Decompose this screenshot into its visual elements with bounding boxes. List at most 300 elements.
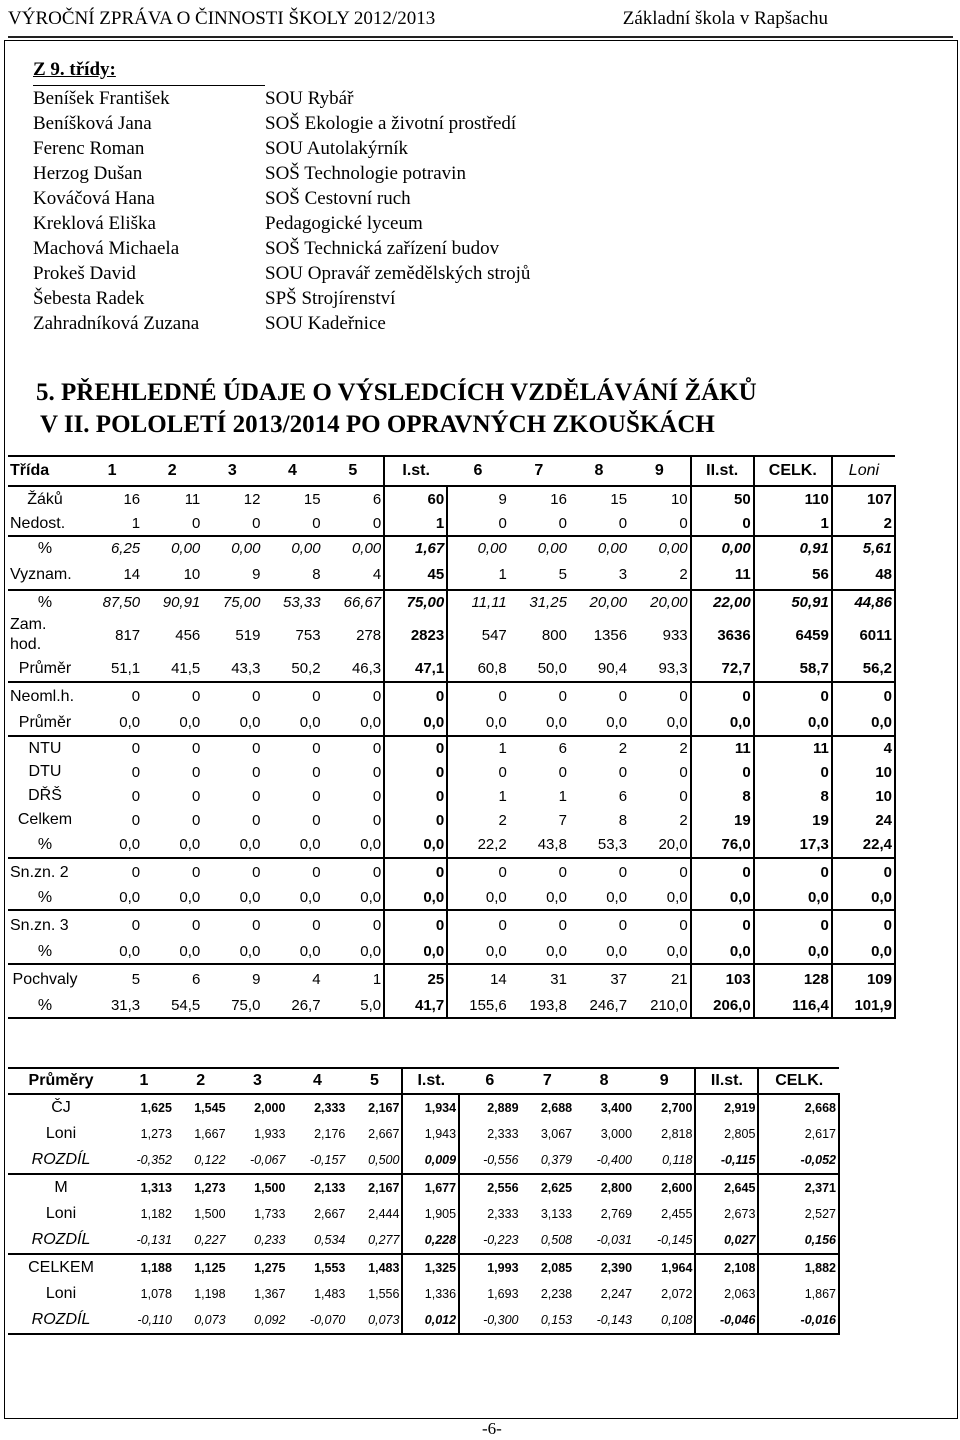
results-cell: 0 xyxy=(252,763,261,781)
results-row xyxy=(8,656,895,682)
student-row xyxy=(33,136,530,161)
results-cell: 0 xyxy=(384,910,447,940)
results-cell: 1 xyxy=(558,787,567,805)
averages-cell: 1,367 xyxy=(254,1287,286,1301)
school-name: Základní škola v Rapšachu xyxy=(622,8,828,29)
averages-cell: 1,125 xyxy=(194,1261,226,1275)
averages-cell: 2,800 xyxy=(600,1181,633,1195)
results-cell: 0,0 xyxy=(262,940,322,964)
results-cell: 10 xyxy=(142,560,202,590)
results-row-label: Sn.zn. 3 xyxy=(10,916,69,934)
averages-row-label: CELKEM xyxy=(28,1259,94,1276)
results-cell: 0,0 xyxy=(509,710,569,736)
results-cell: 0 xyxy=(447,858,509,886)
results-cell: 0 xyxy=(754,910,832,940)
averages-cell: 0,500 xyxy=(347,1147,402,1174)
results-cell: 0 xyxy=(202,512,262,536)
results-row-label: % xyxy=(8,940,82,964)
averages-cell: 1,182 xyxy=(140,1207,172,1221)
averages-cell: 2,072 xyxy=(661,1287,693,1301)
results-cell: 0 xyxy=(832,682,895,710)
section-heading xyxy=(36,377,757,441)
averages-cell: 0,156 xyxy=(758,1227,839,1254)
results-cell: 0 xyxy=(384,858,447,886)
averages-cell: 1,556 xyxy=(368,1287,400,1301)
results-cell: 0,0 xyxy=(447,886,509,910)
averages-cell: 0,277 xyxy=(347,1227,402,1254)
averages-row-label: ROZDÍL xyxy=(8,1307,114,1334)
averages-cell: 2,527 xyxy=(758,1201,839,1227)
averages-cell: 1,188 xyxy=(140,1261,172,1275)
results-row xyxy=(8,886,895,910)
student-name: Beníšková Jana xyxy=(33,113,152,134)
results-cell: 0 xyxy=(384,682,447,710)
averages-header-cell: 5 xyxy=(347,1068,402,1094)
results-cell: 5 xyxy=(131,971,141,988)
results-cell: 4 xyxy=(832,736,895,760)
results-cell: 56,2 xyxy=(832,656,895,682)
results-cell: 0 xyxy=(691,760,754,784)
results-cell: 14 xyxy=(82,560,142,590)
results-cell: 109 xyxy=(832,964,895,994)
results-cell: 11 xyxy=(184,491,201,508)
results-row-label: Celkem xyxy=(17,811,73,828)
results-cell: 75,00 xyxy=(384,590,447,614)
results-cell: 0 xyxy=(384,760,447,784)
results-cell: 101,9 xyxy=(832,994,895,1018)
averages-cell: 1,667 xyxy=(194,1127,226,1141)
results-cell: 45 xyxy=(384,560,447,590)
results-cell: 31 xyxy=(550,971,567,988)
results-cell: 11,11 xyxy=(447,590,509,614)
student-list xyxy=(33,60,530,336)
results-cell: 50,2 xyxy=(262,656,322,682)
averages-cell: 1,882 xyxy=(758,1254,839,1281)
results-cell: 103 xyxy=(691,964,754,994)
section-heading-line-1: 5. PŘEHLEDNÉ ÚDAJE O VÝSLEDCÍCH VZDĚLÁVÁNÍ ŽÁKŮ xyxy=(36,379,757,406)
results-cell: 10 xyxy=(832,784,895,808)
results-cell: 0,0 xyxy=(142,886,202,910)
results-cell: 0,0 xyxy=(262,832,322,858)
results-cell: 0 xyxy=(754,682,832,710)
results-cell: 3 xyxy=(569,560,629,590)
averages-cell: -0,070 xyxy=(287,1307,347,1334)
averages-cell: 2,176 xyxy=(314,1127,346,1141)
results-cell: 75,0 xyxy=(202,994,262,1018)
student-name: Herzog Dušan xyxy=(33,163,143,184)
results-cell: 48 xyxy=(832,560,895,590)
averages-cell: 2,625 xyxy=(540,1181,573,1195)
student-school: SOU Opravář zemědělských strojů xyxy=(265,263,531,284)
results-cell: 0 xyxy=(558,763,567,781)
results-row xyxy=(8,994,895,1018)
results-cell: 1 xyxy=(754,512,832,536)
results-cell: 0 xyxy=(312,740,321,757)
averages-cell: 3,133 xyxy=(540,1207,573,1221)
results-cell: 14 xyxy=(447,964,509,994)
results-cell: 0,0 xyxy=(202,886,262,910)
averages-cell: 0,233 xyxy=(228,1227,288,1254)
averages-header-cell: 6 xyxy=(459,1068,520,1094)
averages-row-label: ROZDÍL xyxy=(8,1227,114,1254)
results-cell: 0,0 xyxy=(262,886,322,910)
averages-cell: 2,333 xyxy=(459,1121,520,1147)
results-row xyxy=(8,614,895,656)
student-rows xyxy=(33,86,530,336)
averages-cell: -0,052 xyxy=(758,1147,839,1174)
results-row-label: DŘŠ xyxy=(28,787,62,804)
student-school: SPŠ Strojírenství xyxy=(265,288,396,309)
results-cell: 0,0 xyxy=(323,832,385,858)
results-cell: 0 xyxy=(142,512,202,536)
results-cell: 0 xyxy=(131,787,141,805)
results-cell: 17,3 xyxy=(754,832,832,858)
averages-header-cell: 8 xyxy=(574,1068,634,1094)
results-cell: 128 xyxy=(754,964,832,994)
results-cell: 0,0 xyxy=(82,940,142,964)
results-header-cell: 8 xyxy=(569,456,629,486)
results-cell: 0 xyxy=(131,917,141,934)
results-cell: 50,0 xyxy=(509,656,569,682)
report-title: VÝROČNÍ ZPRÁVA O ČINNOSTI ŠKOLY 2012/2013 xyxy=(8,8,436,29)
averages-cell: 0,118 xyxy=(634,1147,695,1174)
student-row xyxy=(33,211,530,236)
results-cell: 0 xyxy=(312,763,321,781)
results-cell: 0 xyxy=(629,512,691,536)
results-cell: 54,5 xyxy=(142,994,202,1018)
results-cell: 0,0 xyxy=(569,710,629,736)
results-cell: 246,7 xyxy=(569,994,629,1018)
averages-cell: 2,668 xyxy=(758,1094,839,1121)
results-cell: 43,3 xyxy=(202,656,262,682)
results-cell: 11 xyxy=(691,736,754,760)
results-cell: 0,00 xyxy=(597,540,628,557)
averages-header-cell: 2 xyxy=(174,1068,228,1094)
results-cell: 0 xyxy=(252,811,261,829)
averages-cell: 0,153 xyxy=(521,1307,575,1334)
results-cell: 1 xyxy=(384,512,447,536)
results-cell: 0 xyxy=(131,740,141,757)
student-name: Prokeš David xyxy=(33,263,136,284)
averages-header-cell: Průměry xyxy=(8,1068,114,1094)
results-row xyxy=(8,940,895,964)
results-cell: 0 xyxy=(832,858,895,886)
results-cell: 19 xyxy=(691,808,754,832)
results-cell: 0,0 xyxy=(447,710,509,736)
results-header-cell: 7 xyxy=(509,456,569,486)
averages-cell: 3,400 xyxy=(600,1101,633,1115)
results-cell: 0 xyxy=(191,864,201,881)
averages-cell: 1,275 xyxy=(254,1261,286,1275)
results-row xyxy=(8,760,895,784)
averages-cell: 2,455 xyxy=(661,1207,693,1221)
results-cell: 107 xyxy=(832,486,895,512)
averages-cell: 2,600 xyxy=(661,1181,693,1195)
results-cell: 0 xyxy=(754,760,832,784)
results-row xyxy=(8,736,895,760)
results-cell: 25 xyxy=(384,964,447,994)
averages-row-label: ROZDÍL xyxy=(8,1147,114,1174)
results-cell: 278 xyxy=(356,626,382,644)
averages-cell: 1,553 xyxy=(314,1261,346,1275)
results-cell: 0,00 xyxy=(231,540,261,557)
results-cell: 0 xyxy=(372,811,382,829)
results-cell: 456 xyxy=(175,626,201,644)
results-cell: 110 xyxy=(754,486,832,512)
results-cell: 51,1 xyxy=(82,656,142,682)
averages-cell: 0,227 xyxy=(174,1227,228,1254)
results-cell: 0,0 xyxy=(142,710,202,736)
results-cell: 0 xyxy=(679,688,688,705)
results-cell: 20,0 xyxy=(629,832,691,858)
averages-cell: -0,143 xyxy=(574,1307,634,1334)
results-row-label: Žáků xyxy=(27,490,63,508)
results-cell: 0 xyxy=(191,740,201,757)
results-cell: 3636 xyxy=(691,614,754,656)
results-row xyxy=(8,858,895,886)
averages-row xyxy=(8,1147,839,1174)
student-row xyxy=(33,111,530,136)
averages-cell: 2,000 xyxy=(254,1101,286,1115)
results-cell: 0,0 xyxy=(82,832,142,858)
results-cell: 0,0 xyxy=(323,886,385,910)
averages-row-label: Loni xyxy=(45,1285,77,1302)
averages-cell: 2,247 xyxy=(600,1287,633,1301)
results-cell: 0 xyxy=(754,858,832,886)
results-cell: 87,50 xyxy=(102,594,141,611)
averages-cell: -0,067 xyxy=(228,1147,288,1174)
results-cell: 0 xyxy=(447,910,509,940)
results-row-label: Průměr xyxy=(8,656,82,682)
results-cell: 4 xyxy=(312,971,321,988)
results-cell: 2 xyxy=(618,740,628,757)
results-cell: 0,0 xyxy=(384,886,447,910)
results-cell: 0 xyxy=(384,736,447,760)
results-cell: 0 xyxy=(312,917,321,934)
averages-row xyxy=(8,1174,839,1201)
averages-cell: -0,016 xyxy=(758,1307,839,1334)
averages-cell: -0,131 xyxy=(114,1227,174,1254)
averages-cell: 1,273 xyxy=(140,1127,172,1141)
student-school: SOU Rybář xyxy=(265,88,354,109)
results-row-label: % xyxy=(8,886,82,910)
results-cell: 0,0 xyxy=(82,886,142,910)
results-cell: 0,0 xyxy=(384,832,447,858)
results-row-label: NTU xyxy=(28,739,62,757)
results-cell: 116,4 xyxy=(754,994,832,1018)
results-cell: 93,3 xyxy=(629,656,691,682)
results-cell: 0 xyxy=(312,864,321,881)
results-cell: 0 xyxy=(312,787,321,805)
results-cell: 0,0 xyxy=(323,710,385,736)
results-cell: 19 xyxy=(754,808,832,832)
results-cell: 6011 xyxy=(832,614,895,656)
results-cell: 5 xyxy=(509,560,569,590)
averages-cell: -0,110 xyxy=(114,1307,174,1334)
results-header-row xyxy=(8,456,895,486)
results-row xyxy=(8,808,895,832)
results-cell: 0 xyxy=(372,917,382,934)
results-cell: 76,0 xyxy=(691,832,754,858)
averages-cell: -0,556 xyxy=(459,1147,520,1174)
results-row xyxy=(8,964,895,994)
results-header-cell: CELK. xyxy=(754,456,832,486)
results-cell: 31,3 xyxy=(82,994,142,1018)
student-school: Pedagogické lyceum xyxy=(265,213,423,234)
averages-cell: 1,483 xyxy=(368,1261,400,1275)
results-cell: 0,00 xyxy=(691,536,754,560)
averages-cell: 2,333 xyxy=(314,1101,346,1115)
student-row xyxy=(33,236,530,261)
results-cell: 0,0 xyxy=(629,940,691,964)
averages-cell: 2,108 xyxy=(695,1254,758,1281)
results-cell: 60 xyxy=(384,486,447,512)
results-cell: 0 xyxy=(618,864,628,881)
averages-cell: 0,012 xyxy=(402,1307,459,1334)
averages-cell: 2,769 xyxy=(600,1207,633,1221)
results-cell: 31,25 xyxy=(529,594,567,611)
averages-cell: 1,693 xyxy=(459,1281,520,1307)
results-cell: 56 xyxy=(754,560,832,590)
averages-header-cell: I.st. xyxy=(402,1068,459,1094)
results-cell: 0 xyxy=(252,787,261,805)
results-cell: 43,8 xyxy=(509,832,569,858)
results-cell: 0,0 xyxy=(832,886,895,910)
student-school: SOU Autolakýrník xyxy=(265,138,409,159)
averages-cell: 0,092 xyxy=(228,1307,288,1334)
results-cell: 0 xyxy=(191,763,201,781)
averages-row-label: M xyxy=(54,1179,68,1196)
averages-row xyxy=(8,1121,839,1147)
results-cell: 58,7 xyxy=(754,656,832,682)
averages-cell: 1,933 xyxy=(254,1127,286,1141)
results-cell: 0,00 xyxy=(171,540,201,557)
results-cell: 0 xyxy=(191,811,201,829)
results-cell: 0,0 xyxy=(323,940,385,964)
results-cell: 9 xyxy=(447,486,509,512)
results-cell: 6 xyxy=(618,787,628,805)
results-row-label: % xyxy=(37,539,53,557)
averages-cell: 1,733 xyxy=(254,1207,286,1221)
results-header-cell: 6 xyxy=(447,456,509,486)
results-cell: 6,25 xyxy=(110,540,141,557)
results-cell: 0 xyxy=(832,910,895,940)
results-row xyxy=(8,710,895,736)
results-cell: 0,0 xyxy=(202,710,262,736)
results-header-cell: Třída xyxy=(8,456,82,486)
results-cell: 0 xyxy=(372,763,382,781)
student-name: Kováčová Hana xyxy=(33,188,155,209)
results-cell: 547 xyxy=(447,614,509,656)
results-cell: 0 xyxy=(558,688,567,705)
results-cell: 90,91 xyxy=(162,594,201,611)
results-cell: 0 xyxy=(618,688,628,705)
student-school: SOU Kadeřnice xyxy=(265,313,386,334)
averages-cell: 2,617 xyxy=(758,1121,839,1147)
student-name: Beníšek František xyxy=(33,88,170,109)
results-cell: 0 xyxy=(569,512,629,536)
results-cell: 20,00 xyxy=(589,594,628,611)
results-cell: 0 xyxy=(509,512,569,536)
results-cell: 0,91 xyxy=(754,536,832,560)
student-name: Ferenc Roman xyxy=(33,138,145,159)
results-cell: 20,00 xyxy=(650,594,688,611)
results-cell: 10 xyxy=(832,760,895,784)
results-cell: 6 xyxy=(191,971,201,988)
averages-header-cell: II.st. xyxy=(695,1068,758,1094)
results-cell: 2 xyxy=(679,811,688,829)
averages-row xyxy=(8,1201,839,1227)
student-name: Kreklová Eliška xyxy=(33,213,156,234)
results-cell: 0 xyxy=(384,808,447,832)
results-cell: 0 xyxy=(691,682,754,710)
results-cell: 0 xyxy=(131,811,141,829)
results-cell: 12 xyxy=(243,491,261,508)
results-cell: 0,0 xyxy=(569,886,629,910)
results-cell: 0,00 xyxy=(658,540,688,557)
results-cell: 0,0 xyxy=(629,886,691,910)
results-cell: 10 xyxy=(670,491,688,508)
results-cell: 46,3 xyxy=(323,656,385,682)
results-cell: 0 xyxy=(691,858,754,886)
results-row-label: Pochvaly xyxy=(12,970,78,988)
averages-cell: 1,993 xyxy=(459,1254,520,1281)
results-cell: 0 xyxy=(262,512,322,536)
results-cell: 1,67 xyxy=(384,536,447,560)
results-row xyxy=(8,784,895,808)
results-cell: 2 xyxy=(679,740,688,757)
results-cell: 0 xyxy=(618,763,628,781)
results-cell: 519 xyxy=(235,626,261,644)
results-cell: 0,0 xyxy=(384,940,447,964)
results-cell: 193,8 xyxy=(509,994,569,1018)
student-row xyxy=(33,261,530,286)
results-cell: 22,00 xyxy=(691,590,754,614)
page-header xyxy=(8,4,953,38)
averages-cell: 1,198 xyxy=(194,1287,226,1301)
results-cell: 8 xyxy=(262,560,322,590)
results-header-cell: I.st. xyxy=(384,456,447,486)
averages-cell: 1,677 xyxy=(402,1174,459,1201)
results-cell: 2 xyxy=(447,808,509,832)
results-cell: 0,00 xyxy=(351,540,382,557)
results-cell: 0,0 xyxy=(82,710,142,736)
results-cell: 15 xyxy=(610,491,628,508)
results-cell: 0 xyxy=(372,787,382,805)
averages-cell: 2,333 xyxy=(459,1201,520,1227)
averages-cell: 0,122 xyxy=(174,1147,228,1174)
averages-cell: -0,157 xyxy=(287,1147,347,1174)
results-cell: 0,0 xyxy=(832,940,895,964)
results-cell: 155,6 xyxy=(447,994,509,1018)
results-cell: 4 xyxy=(323,560,385,590)
results-cell: 0 xyxy=(252,864,261,881)
results-row xyxy=(8,910,895,940)
results-cell: 6 xyxy=(372,491,382,508)
averages-cell: 1,943 xyxy=(402,1121,459,1147)
results-header-cell: Loni xyxy=(832,456,895,486)
averages-header-cell: 9 xyxy=(634,1068,695,1094)
averages-cell: 0,534 xyxy=(287,1227,347,1254)
results-cell: 11 xyxy=(691,560,754,590)
averages-cell: 2,667 xyxy=(368,1127,400,1141)
results-cell: 0 xyxy=(447,682,509,710)
results-cell: 0 xyxy=(618,917,628,934)
results-cell: 8 xyxy=(754,784,832,808)
results-cell: 0 xyxy=(131,763,141,781)
averages-cell: 0,508 xyxy=(521,1227,575,1254)
results-row xyxy=(8,590,895,614)
